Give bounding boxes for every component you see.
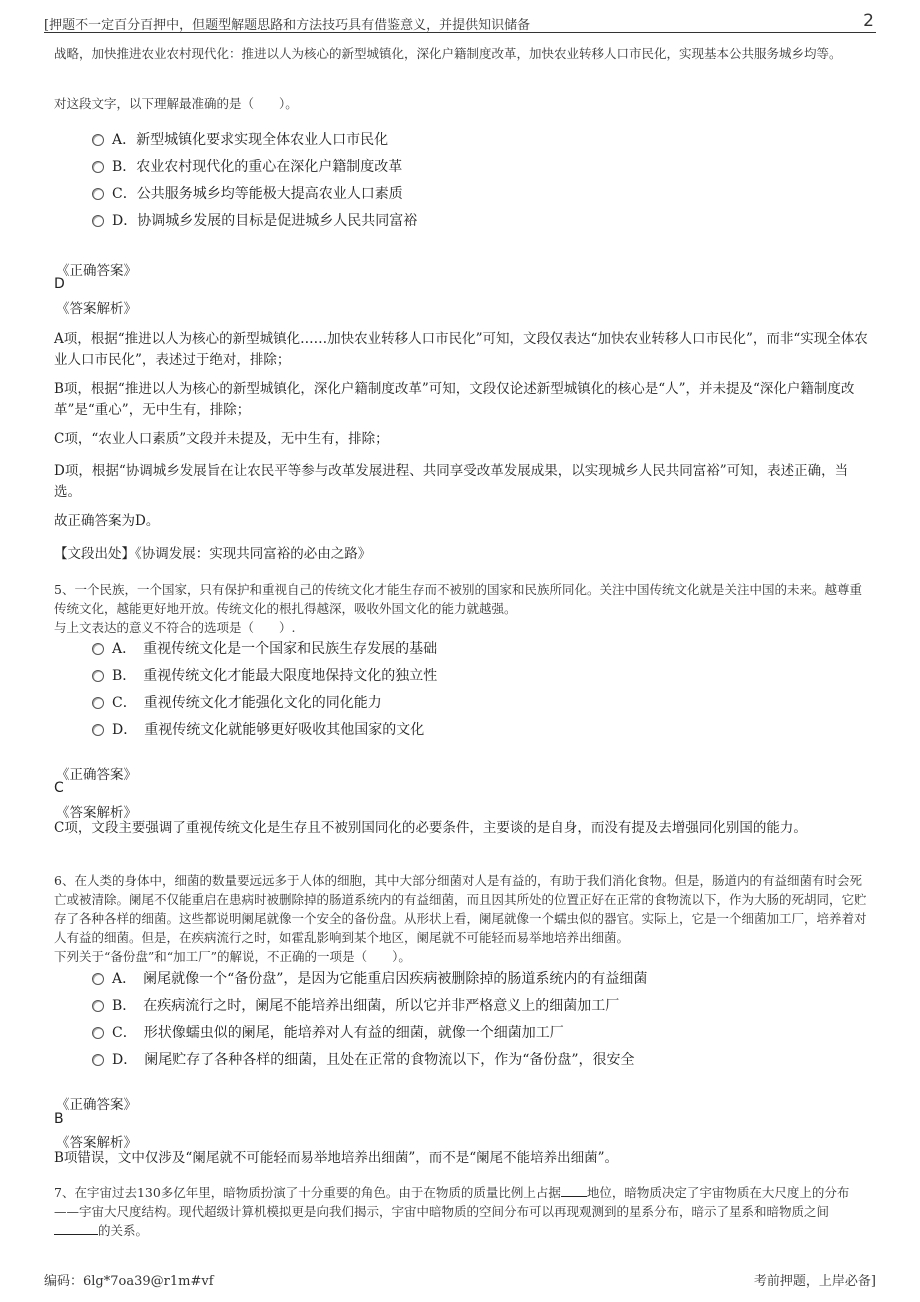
radio-icon[interactable] <box>92 1054 104 1066</box>
q4-option-a[interactable]: A．新型城镇化要求实现全体农业人口市民化 <box>92 129 852 151</box>
radio-icon[interactable] <box>92 670 104 682</box>
q6-analysis: B项错误，文中仅涉及“阑尾就不可能轻而易举地培养出细菌”，而不是“阑尾不能培养出细菌”。 <box>54 1150 619 1166</box>
q6-option-b[interactable]: B． 在疾病流行之时，阑尾不能培养出细菌，所以它并非严格意义上的细菌加工厂 <box>92 995 852 1017</box>
blank-1 <box>561 1196 587 1197</box>
page-number: 2 <box>863 11 874 31</box>
q6-option-a[interactable]: A． 阑尾就像一个“备份盘”，是因为它能重启因疾病被删除掉的肠道系统内的有益细菌 <box>92 968 852 990</box>
radio-icon[interactable] <box>92 724 104 736</box>
q4-option-c[interactable]: C．公共服务城乡均等能极大提高农业人口素质 <box>92 183 852 205</box>
q6-option-c[interactable]: C． 形状像蠕虫似的阑尾，能培养对人有益的细菌，就像一个细菌加工厂 <box>92 1022 852 1044</box>
q4-analysis-b: B项，根据“推进以人为核心的新型城镇化，深化户籍制度改革”可知，文段仅论述新型城镇化的核心是“人”，并未提及“深化户籍制度改革”是“重心”，无中生有，排除； <box>54 381 855 418</box>
q4-analysis-conclusion: 故正确答案为D。 <box>54 513 160 529</box>
q4-answer: D <box>54 276 65 292</box>
q4-option-b[interactable]: B．农业农村现代化的重心在深化户籍制度改革 <box>92 156 852 178</box>
q4-analysis-c: C项，“农业人口素质”文段并未提及，无中生有，排除； <box>54 431 389 447</box>
radio-icon[interactable] <box>92 134 104 146</box>
radio-icon[interactable] <box>92 643 104 655</box>
q4-option-d[interactable]: D．协调城乡发展的目标是促进城乡人民共同富裕 <box>92 210 852 232</box>
radio-icon[interactable] <box>92 1000 104 1012</box>
q4-analysis-label: 《答案解析》 <box>56 301 137 317</box>
q5-option-c[interactable]: C． 重视传统文化才能强化文化的同化能力 <box>92 692 852 714</box>
radio-icon[interactable] <box>92 1027 104 1039</box>
radio-icon[interactable] <box>92 161 104 173</box>
q7-passage: 7、在宇宙过去130多亿年里，暗物质扮演了十分重要的角色。由于在物质的质量比例上占据 地位，暗物质决定了宇宙物质在大尺度上的分布——宇宙大尺度结构。现代超级计算机模拟更是向我们揭示，宇宙中暗物质的空间分布可以再现观测到的星系分布，暗示了星系和暗物质之间的关系。 <box>54 1185 850 1238</box>
q6-option-d[interactable]: D． 阑尾贮存了各种各样的细菌，且处在正常的食物流以下，作为“备份盘”，很安全 <box>92 1049 852 1071</box>
radio-icon[interactable] <box>92 215 104 227</box>
radio-icon[interactable] <box>92 973 104 985</box>
q5-stem: 与上文表达的意义不符合的选项是（ ）. <box>54 620 296 635</box>
q4-answer-label: 《正确答案》 <box>56 263 137 279</box>
q4-analysis-a: A项，根据“推进以人为核心的新型城镇化……加快农业转移人口市民化”可知，文段仅表达“加快农业转移人口市民化”，而非“实现全体农业人口市民化”，表述过于绝对，排除； <box>54 331 868 368</box>
radio-icon[interactable] <box>92 188 104 200</box>
q6-passage: 6、在人类的身体中，细菌的数量要远远多于人体的细胞，其中大部分细菌对人是有益的，有助于我们消化食物。但是，肠道内的有益细菌有时会死亡或被清除。阑尾不仅能重启在患病时被删除掉的肠道系统内的有益细菌，而且因其所处的位置正好在正常的食物流以下，作为大肠的死胡同，它贮存了各种各样的细菌。这些都说明阑尾就像一个安全的备份盘。从形状上看，阑尾就像一个蠕虫似的器官。实际上，它是一个细菌加工厂，培养着对人有益的细菌。但是，在疾病流行之时，如霍乱影响到某个地区，阑尾就不可能轻而易举地培养出细菌。 <box>54 873 867 945</box>
page-header <box>44 12 876 33</box>
q4-passage-tail: 战略，加快推进农业农村现代化：推进以人为核心的新型城镇化，深化户籍制度改革，加快农业转移人口市民化，实现基本公共服务城乡均等。 <box>54 46 842 61</box>
q5-option-d[interactable]: D． 重视传统文化就能够更好吸收其他国家的文化 <box>92 719 852 741</box>
q5-answer: C <box>54 780 64 796</box>
q5-option-b[interactable]: B． 重视传统文化才能最大限度地保持文化的独立性 <box>92 665 852 687</box>
header-title: [押题不一定百分百押中，但题型解题思路和方法技巧具有借鉴意义，并提供知识储备 <box>44 18 531 33</box>
footer-slogan: 考前押题，上岸必备] <box>753 1274 876 1289</box>
q5-passage: 5、一个民族，一个国家，只有保护和重视自己的传统文化才能生存而不被别的国家和民族所同化。关注中国传统文化就是关注中国的未来。越尊重传统文化，越能更好地开放。传统文化的根扎得越深，吸收外国文化的能力就越强。 <box>54 582 862 616</box>
q5-analysis: C项，文段主要强调了重视传统文化是生存且不被别国同化的必要条件，主要谈的是自身，而没有提及去增强同化别国的能力。 <box>54 820 807 836</box>
q6-answer: B <box>54 1111 64 1127</box>
footer-code: 编码：6lg*7oa39@r1m#vf <box>44 1274 214 1289</box>
blank-2 <box>54 1234 98 1235</box>
q4-analysis-d: D项，根据“协调城乡发展旨在让农民平等参与改革发展进程、共同享受改革发展成果，以实现城乡人民共同富裕”可知，表述正确，当选。 <box>54 463 849 500</box>
radio-icon[interactable] <box>92 697 104 709</box>
q5-option-a[interactable]: A． 重视传统文化是一个国家和民族生存发展的基础 <box>92 638 852 660</box>
q4-stem: 对这段文字，以下理解最准确的是（ ）。 <box>54 96 298 111</box>
q5-analysis-label: 《答案解析》 <box>56 805 137 821</box>
q6-analysis-label: 《答案解析》 <box>56 1135 137 1151</box>
q6-answer-label: 《正确答案》 <box>56 1097 137 1113</box>
q5-answer-label: 《正确答案》 <box>56 767 137 783</box>
page-footer <box>44 1270 876 1290</box>
q6-stem: 下列关于“备份盘”和“加工厂”的解说，不正确的一项是（ ）。 <box>54 949 411 964</box>
q4-source: 【文段出处】《协调发展：实现共同富裕的必由之路》 <box>54 546 372 562</box>
